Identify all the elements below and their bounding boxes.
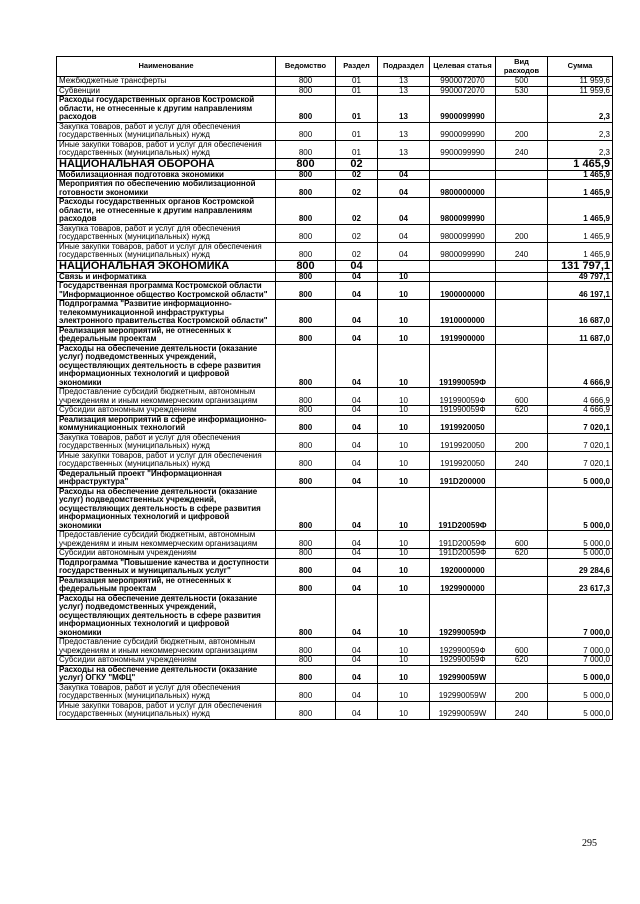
row-name-cell: Иные закупки товаров, работ и услуг для обеспечения государственных (муниципальных) нужд [57, 451, 276, 469]
row-subsection-cell: 13 [378, 86, 430, 96]
row-amount-cell: 5 000,0 [548, 531, 613, 549]
row-amount-cell: 5 000,0 [548, 549, 613, 559]
row-amount-cell: 1 465,9 [548, 170, 613, 180]
row-subsection-cell: 10 [378, 656, 430, 666]
row-name-cell: Расходы на обеспечение деятельности (оказание услуг) подведомственных учреждений, осуществляющих деятельность в сфере развития информационных технологий и цифровой экономики [57, 487, 276, 531]
table-row [57, 576, 613, 594]
row-name-cell: Субсидии автономным учреждениям [57, 656, 276, 666]
row-target-article-cell [430, 170, 496, 180]
row-section-cell: 02 [336, 224, 378, 242]
row-subsection-cell: 10 [378, 272, 430, 282]
row-department-cell: 800 [276, 665, 336, 683]
row-section-cell: 01 [336, 140, 378, 158]
row-department-cell: 800 [276, 344, 336, 388]
row-expense-type-cell [496, 170, 548, 180]
row-name-cell: Закупка товаров, работ и услуг для обеспечения государственных (муниципальных) нужд [57, 122, 276, 140]
row-section-cell: 01 [336, 96, 378, 123]
row-section-cell: 04 [336, 665, 378, 683]
row-section-cell: 04 [336, 326, 378, 344]
row-subsection-cell: 10 [378, 388, 430, 406]
row-expense-type-cell [496, 665, 548, 683]
row-target-article-cell: 192990059W [430, 701, 496, 719]
row-section-cell: 04 [336, 656, 378, 666]
table-row [57, 683, 613, 701]
row-department-cell: 800 [276, 656, 336, 666]
row-department-cell: 800 [276, 683, 336, 701]
row-amount-cell: 2,3 [548, 122, 613, 140]
row-name-cell: Предоставление субсидий бюджетным, автономным учреждениям и иным некоммерческим организациям [57, 638, 276, 656]
row-amount-cell: 7 020,1 [548, 415, 613, 433]
table-row [57, 272, 613, 282]
row-subsection-cell: 10 [378, 282, 430, 300]
row-section-cell: 01 [336, 86, 378, 96]
row-expense-type-cell: 620 [496, 656, 548, 666]
table-row [57, 96, 613, 123]
row-name-cell: Государственная программа Костромской области "Информационное общество Костромской области" [57, 282, 276, 300]
row-target-article-cell: 1919920050 [430, 451, 496, 469]
row-expense-type-cell: 600 [496, 638, 548, 656]
row-expense-type-cell [496, 594, 548, 638]
row-amount-cell: 16 687,0 [548, 300, 613, 327]
row-name-cell: Предоставление субсидий бюджетным, автономным учреждениям и иным некоммерческим организациям [57, 531, 276, 549]
row-target-article-cell [430, 272, 496, 282]
row-target-article-cell: 1919900000 [430, 326, 496, 344]
row-department-cell: 800 [276, 433, 336, 451]
row-section-cell: 01 [336, 77, 378, 87]
row-name-cell: НАЦИОНАЛЬНАЯ ОБОРОНА [57, 158, 276, 170]
row-department-cell: 800 [276, 638, 336, 656]
row-section-cell: 02 [336, 158, 378, 170]
row-name-cell: НАЦИОНАЛЬНАЯ ЭКОНОМИКА [57, 260, 276, 272]
row-section-cell: 04 [336, 469, 378, 487]
row-amount-cell: 1 465,9 [548, 158, 613, 170]
table-row [57, 326, 613, 344]
row-target-article-cell: 191D20059Ф [430, 531, 496, 549]
row-department-cell: 800 [276, 158, 336, 170]
row-department-cell: 800 [276, 86, 336, 96]
row-amount-cell: 49 797,1 [548, 272, 613, 282]
table-row [57, 122, 613, 140]
row-department-cell: 800 [276, 96, 336, 123]
row-name-cell: Субсидии автономным учреждениям [57, 406, 276, 416]
row-expense-type-cell: 200 [496, 433, 548, 451]
row-department-cell: 800 [276, 260, 336, 272]
row-subsection-cell: 10 [378, 487, 430, 531]
row-subsection-cell: 10 [378, 406, 430, 416]
budget-table [56, 56, 613, 720]
row-amount-cell: 46 197,1 [548, 282, 613, 300]
header-subsection: Подраздел [378, 57, 430, 77]
row-subsection-cell: 10 [378, 415, 430, 433]
row-subsection-cell [378, 158, 430, 170]
row-section-cell: 04 [336, 683, 378, 701]
table-row [57, 224, 613, 242]
row-department-cell: 800 [276, 531, 336, 549]
row-amount-cell: 131 797,1 [548, 260, 613, 272]
row-section-cell: 04 [336, 282, 378, 300]
row-expense-type-cell [496, 487, 548, 531]
table-row [57, 300, 613, 327]
row-subsection-cell: 10 [378, 683, 430, 701]
row-expense-type-cell: 600 [496, 531, 548, 549]
row-subsection-cell: 04 [378, 224, 430, 242]
row-subsection-cell: 10 [378, 665, 430, 683]
table-row [57, 665, 613, 683]
table-body [57, 77, 613, 720]
table-row [57, 594, 613, 638]
table-row [57, 451, 613, 469]
row-subsection-cell: 04 [378, 198, 430, 225]
row-name-cell: Предоставление субсидий бюджетным, автономным учреждениям и иным некоммерческим организациям [57, 388, 276, 406]
row-section-cell: 04 [336, 415, 378, 433]
row-subsection-cell: 10 [378, 469, 430, 487]
table-row [57, 638, 613, 656]
row-department-cell: 800 [276, 406, 336, 416]
row-expense-type-cell: 200 [496, 224, 548, 242]
row-target-article-cell: 1910000000 [430, 300, 496, 327]
row-section-cell: 04 [336, 558, 378, 576]
row-amount-cell: 4 666,9 [548, 344, 613, 388]
row-section-cell: 04 [336, 260, 378, 272]
row-expense-type-cell [496, 326, 548, 344]
row-target-article-cell: 192990059W [430, 665, 496, 683]
row-department-cell: 800 [276, 198, 336, 225]
row-expense-type-cell [496, 576, 548, 594]
row-amount-cell: 7 000,0 [548, 656, 613, 666]
row-name-cell: Реализация мероприятий в сфере информационно-коммуникационных технологий [57, 415, 276, 433]
row-subsection-cell: 04 [378, 170, 430, 180]
table-row [57, 656, 613, 666]
row-expense-type-cell [496, 198, 548, 225]
row-amount-cell: 1 465,9 [548, 224, 613, 242]
row-expense-type-cell [496, 260, 548, 272]
row-amount-cell: 11 959,6 [548, 86, 613, 96]
row-target-article-cell: 9900072070 [430, 86, 496, 96]
row-amount-cell: 7 000,0 [548, 594, 613, 638]
table-row [57, 406, 613, 416]
row-amount-cell: 5 000,0 [548, 665, 613, 683]
row-expense-type-cell: 240 [496, 451, 548, 469]
table-row [57, 77, 613, 87]
row-amount-cell: 29 284,6 [548, 558, 613, 576]
row-department-cell: 800 [276, 282, 336, 300]
row-section-cell: 04 [336, 388, 378, 406]
row-name-cell: Подпрограмма "Повышение качества и доступности государственных и муниципальных услуг" [57, 558, 276, 576]
row-target-article-cell [430, 158, 496, 170]
row-amount-cell: 1 465,9 [548, 242, 613, 260]
row-section-cell: 04 [336, 344, 378, 388]
row-target-article-cell: 191990059Ф [430, 388, 496, 406]
row-subsection-cell [378, 260, 430, 272]
row-section-cell: 04 [336, 531, 378, 549]
row-name-cell: Федеральный проект "Информационная инфраструктура" [57, 469, 276, 487]
row-section-cell: 02 [336, 170, 378, 180]
row-subsection-cell: 13 [378, 122, 430, 140]
table-row [57, 549, 613, 559]
row-target-article-cell: 192990059Ф [430, 594, 496, 638]
row-target-article-cell: 9800099990 [430, 198, 496, 225]
row-expense-type-cell [496, 469, 548, 487]
row-name-cell: Расходы государственных органов Костромской области, не отнесенные к другим направлениям расходов [57, 198, 276, 225]
row-name-cell: Субвенции [57, 86, 276, 96]
row-target-article-cell: 9800099990 [430, 224, 496, 242]
table-row [57, 282, 613, 300]
row-section-cell: 04 [336, 576, 378, 594]
row-target-article-cell: 1929900000 [430, 576, 496, 594]
row-name-cell: Межбюджетные трансферты [57, 77, 276, 87]
row-department-cell: 800 [276, 224, 336, 242]
row-name-cell: Мероприятия по обеспечению мобилизационной готовности экономики [57, 180, 276, 198]
table-row [57, 180, 613, 198]
row-subsection-cell: 13 [378, 77, 430, 87]
row-target-article-cell: 191D200000 [430, 469, 496, 487]
page-number: 295 [582, 838, 597, 849]
table-row [57, 86, 613, 96]
row-subsection-cell: 10 [378, 451, 430, 469]
table-row [57, 344, 613, 388]
row-expense-type-cell [496, 272, 548, 282]
table-row [57, 198, 613, 225]
row-section-cell: 02 [336, 242, 378, 260]
row-expense-type-cell [496, 180, 548, 198]
row-expense-type-cell: 240 [496, 242, 548, 260]
table-row [57, 388, 613, 406]
row-name-cell: Закупка товаров, работ и услуг для обеспечения государственных (муниципальных) нужд [57, 433, 276, 451]
table-row [57, 433, 613, 451]
row-department-cell: 800 [276, 122, 336, 140]
table-row [57, 487, 613, 531]
row-expense-type-cell: 600 [496, 388, 548, 406]
row-amount-cell: 1 465,9 [548, 198, 613, 225]
row-subsection-cell: 10 [378, 326, 430, 344]
row-expense-type-cell: 620 [496, 549, 548, 559]
row-expense-type-cell: 200 [496, 683, 548, 701]
row-expense-type-cell [496, 415, 548, 433]
row-department-cell: 800 [276, 415, 336, 433]
row-section-cell: 04 [336, 638, 378, 656]
table-row [57, 158, 613, 170]
row-target-article-cell: 191D20059Ф [430, 549, 496, 559]
row-name-cell: Иные закупки товаров, работ и услуг для обеспечения государственных (муниципальных) нужд [57, 701, 276, 719]
header-department: Ведомство [276, 57, 336, 77]
row-amount-cell: 7 020,1 [548, 433, 613, 451]
row-subsection-cell: 13 [378, 96, 430, 123]
row-section-cell: 02 [336, 198, 378, 225]
row-expense-type-cell [496, 344, 548, 388]
row-name-cell: Иные закупки товаров, работ и услуг для обеспечения государственных (муниципальных) нужд [57, 242, 276, 260]
row-name-cell: Расходы на обеспечение деятельности (оказание услуг) подведомственных учреждений, осуществляющих деятельность в сфере развития информационных технологий и цифровой экономики [57, 594, 276, 638]
row-department-cell: 800 [276, 487, 336, 531]
row-section-cell: 04 [336, 433, 378, 451]
row-amount-cell: 7 000,0 [548, 638, 613, 656]
row-expense-type-cell: 240 [496, 140, 548, 158]
row-name-cell: Расходы государственных органов Костромской области, не отнесенные к другим направлениям расходов [57, 96, 276, 123]
row-name-cell: Иные закупки товаров, работ и услуг для обеспечения государственных (муниципальных) нужд [57, 140, 276, 158]
row-subsection-cell: 10 [378, 638, 430, 656]
row-section-cell: 04 [336, 451, 378, 469]
row-expense-type-cell [496, 96, 548, 123]
row-name-cell: Расходы на обеспечение деятельности (оказание услуг) ОГКУ "МФЦ" [57, 665, 276, 683]
row-name-cell: Расходы на обеспечение деятельности (оказание услуг) подведомственных учреждений, осуществляющих деятельность в сфере развития информационных технологий и цифровой экономики [57, 344, 276, 388]
row-target-article-cell: 192990059Ф [430, 638, 496, 656]
table-header-row [57, 57, 613, 77]
row-department-cell: 800 [276, 180, 336, 198]
row-subsection-cell: 10 [378, 531, 430, 549]
header-name: Наименование [57, 57, 276, 77]
row-subsection-cell: 10 [378, 433, 430, 451]
header-section: Раздел [336, 57, 378, 77]
row-target-article-cell: 191990059Ф [430, 344, 496, 388]
row-department-cell: 800 [276, 451, 336, 469]
row-subsection-cell: 10 [378, 558, 430, 576]
row-amount-cell: 5 000,0 [548, 701, 613, 719]
row-amount-cell: 5 000,0 [548, 487, 613, 531]
row-amount-cell: 4 666,9 [548, 406, 613, 416]
row-section-cell: 04 [336, 272, 378, 282]
row-target-article-cell: 9900099990 [430, 122, 496, 140]
row-section-cell: 04 [336, 487, 378, 531]
header-target-article: Целевая статья [430, 57, 496, 77]
row-target-article-cell: 192990059W [430, 683, 496, 701]
row-section-cell: 01 [336, 122, 378, 140]
table-row [57, 140, 613, 158]
row-target-article-cell: 192990059Ф [430, 656, 496, 666]
row-department-cell: 800 [276, 549, 336, 559]
row-target-article-cell: 9900099990 [430, 96, 496, 123]
row-amount-cell: 7 020,1 [548, 451, 613, 469]
row-name-cell: Подпрограмма "Развитие информационно-телекоммуникационной инфраструктуры электронного правительства Костромской области" [57, 300, 276, 327]
row-expense-type-cell [496, 558, 548, 576]
row-department-cell: 800 [276, 388, 336, 406]
table-row [57, 415, 613, 433]
row-name-cell: Субсидии автономным учреждениям [57, 549, 276, 559]
row-name-cell: Реализация мероприятий, не отнесенных к федеральным проектам [57, 326, 276, 344]
row-subsection-cell: 10 [378, 300, 430, 327]
row-department-cell: 800 [276, 326, 336, 344]
row-expense-type-cell: 620 [496, 406, 548, 416]
row-department-cell: 800 [276, 576, 336, 594]
row-amount-cell: 5 000,0 [548, 469, 613, 487]
table-row [57, 558, 613, 576]
row-subsection-cell: 13 [378, 140, 430, 158]
row-department-cell: 800 [276, 594, 336, 638]
row-amount-cell: 1 465,9 [548, 180, 613, 198]
row-expense-type-cell: 500 [496, 77, 548, 87]
row-department-cell: 800 [276, 170, 336, 180]
row-target-article-cell [430, 260, 496, 272]
row-expense-type-cell: 530 [496, 86, 548, 96]
row-target-article-cell: 9800099990 [430, 242, 496, 260]
table-row [57, 469, 613, 487]
row-subsection-cell: 10 [378, 594, 430, 638]
row-target-article-cell: 1900000000 [430, 282, 496, 300]
header-amount: Сумма [548, 57, 613, 77]
row-subsection-cell: 04 [378, 242, 430, 260]
row-subsection-cell: 04 [378, 180, 430, 198]
row-department-cell: 800 [276, 469, 336, 487]
row-name-cell: Реализация мероприятий, не отнесенных к федеральным проектам [57, 576, 276, 594]
table-row [57, 260, 613, 272]
row-section-cell: 04 [336, 300, 378, 327]
row-target-article-cell: 9800000000 [430, 180, 496, 198]
row-amount-cell: 5 000,0 [548, 683, 613, 701]
row-expense-type-cell [496, 300, 548, 327]
row-section-cell: 04 [336, 701, 378, 719]
row-subsection-cell: 10 [378, 701, 430, 719]
row-expense-type-cell: 240 [496, 701, 548, 719]
row-section-cell: 04 [336, 406, 378, 416]
row-subsection-cell: 10 [378, 549, 430, 559]
row-target-article-cell: 191D20059Ф [430, 487, 496, 531]
table-row [57, 170, 613, 180]
row-department-cell: 800 [276, 242, 336, 260]
row-name-cell: Закупка товаров, работ и услуг для обеспечения государственных (муниципальных) нужд [57, 224, 276, 242]
row-name-cell: Связь и информатика [57, 272, 276, 282]
table-row [57, 701, 613, 719]
row-target-article-cell: 9900072070 [430, 77, 496, 87]
row-expense-type-cell [496, 282, 548, 300]
row-department-cell: 800 [276, 140, 336, 158]
row-expense-type-cell [496, 158, 548, 170]
row-target-article-cell: 1919920050 [430, 433, 496, 451]
table-row [57, 531, 613, 549]
row-subsection-cell: 10 [378, 576, 430, 594]
row-target-article-cell: 1919920050 [430, 415, 496, 433]
row-name-cell: Мобилизационная подготовка экономики [57, 170, 276, 180]
row-amount-cell: 11 959,6 [548, 77, 613, 87]
row-department-cell: 800 [276, 300, 336, 327]
row-amount-cell: 2,3 [548, 96, 613, 123]
header-expense-type: Вид расходов [496, 57, 548, 77]
table-row [57, 242, 613, 260]
row-target-article-cell: 191990059Ф [430, 406, 496, 416]
row-expense-type-cell: 200 [496, 122, 548, 140]
row-department-cell: 800 [276, 272, 336, 282]
row-amount-cell: 11 687,0 [548, 326, 613, 344]
row-section-cell: 02 [336, 180, 378, 198]
row-subsection-cell: 10 [378, 344, 430, 388]
row-section-cell: 04 [336, 594, 378, 638]
row-department-cell: 800 [276, 558, 336, 576]
row-amount-cell: 2,3 [548, 140, 613, 158]
row-amount-cell: 23 617,3 [548, 576, 613, 594]
row-amount-cell: 4 666,9 [548, 388, 613, 406]
row-name-cell: Закупка товаров, работ и услуг для обеспечения государственных (муниципальных) нужд [57, 683, 276, 701]
row-target-article-cell: 1920000000 [430, 558, 496, 576]
row-department-cell: 800 [276, 77, 336, 87]
row-department-cell: 800 [276, 701, 336, 719]
row-section-cell: 04 [336, 549, 378, 559]
row-target-article-cell: 9900099990 [430, 140, 496, 158]
